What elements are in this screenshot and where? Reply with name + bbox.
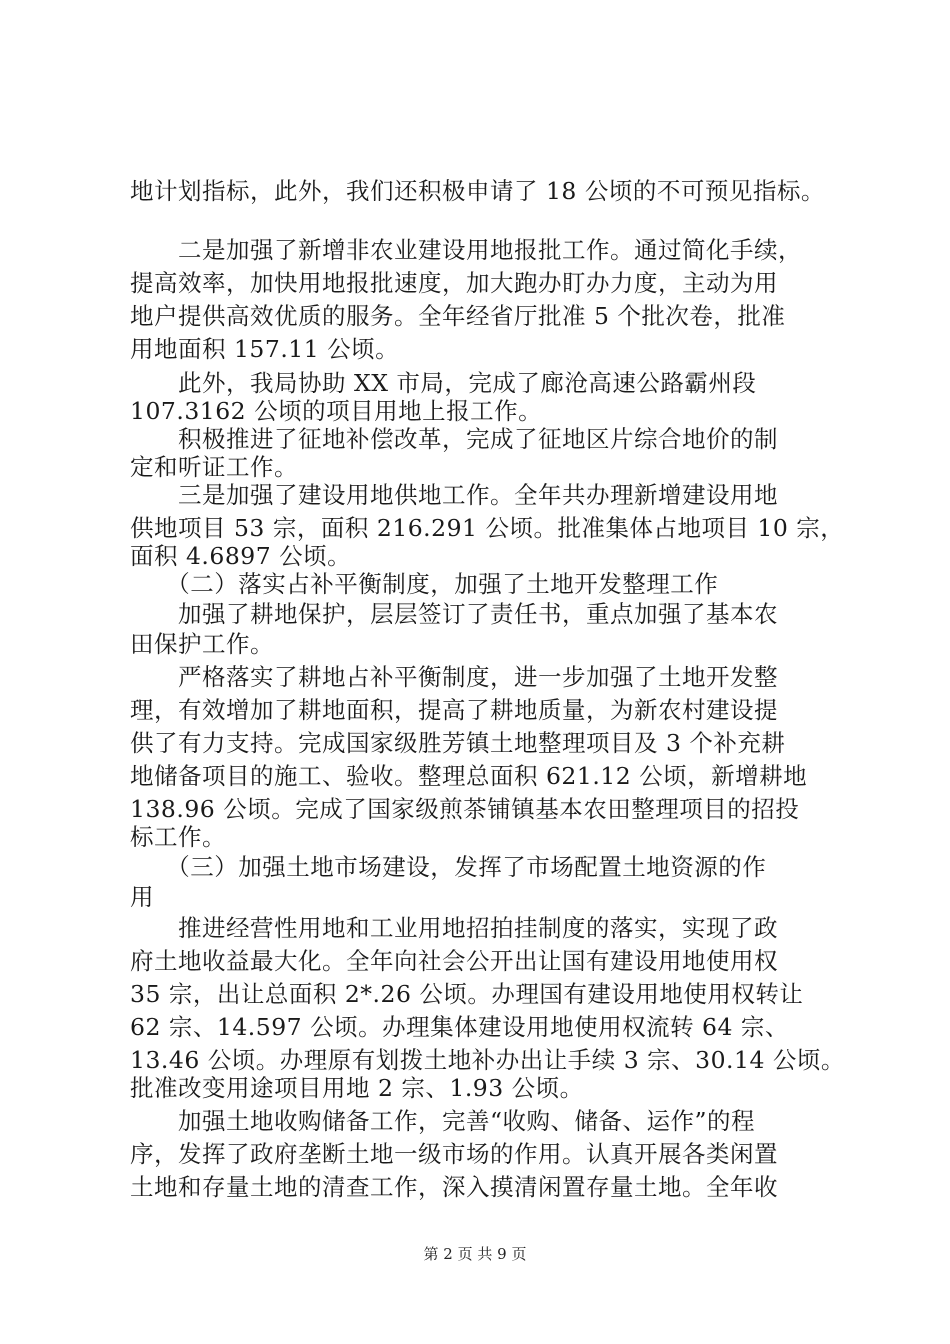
body-text-line: 田保护工作。	[130, 630, 274, 658]
body-text-line: 面积 4.6897 公顷。	[130, 542, 352, 570]
body-text-line: 理，有效增加了耕地面积，提高了耕地质量，为新农村建设提	[130, 696, 778, 724]
body-text-line: 积极推进了征地补偿改革，完成了征地区片综合地价的制	[130, 425, 778, 453]
section-heading: 用	[130, 883, 154, 911]
body-text-line: 供了有力支持。完成国家级胜芳镇土地整理项目及 3 个补充耕	[130, 729, 786, 757]
body-text-line: 推进经营性用地和工业用地招拍挂制度的落实，实现了政	[130, 914, 778, 942]
body-text-line: 13.46 公顷。办理原有划拨土地补办出让手续 3 宗、30.14 公顷。	[130, 1046, 845, 1074]
body-text-line: 批准改变用途项目用地 2 宗、1.93 公顷。	[130, 1074, 584, 1102]
page-number-footer: 第 2 页 共 9 页	[423, 1245, 527, 1263]
section-heading: （三）加强土地市场建设，发挥了市场配置土地资源的作	[130, 853, 767, 881]
section-heading: （二）落实占补平衡制度，加强了土地开发整理工作	[130, 570, 719, 598]
body-text-line: 加强土地收购储备工作，完善“收购、储备、运作”的程	[130, 1107, 756, 1135]
body-text-line: 二是加强了新增非农业建设用地报批工作。通过简化手续，	[130, 236, 802, 264]
body-text-line: 供地项目 53 宗，面积 216.291 公顷。批准集体占地项目 10 宗，	[130, 514, 845, 542]
body-text-line: 严格落实了耕地占补平衡制度，进一步加强了土地开发整	[130, 663, 778, 691]
body-text-line: 三是加强了建设用地供地工作。全年共办理新增建设用地	[130, 481, 778, 509]
body-text-line: 35 宗，出让总面积 2*.26 公顷。办理国有建设用地使用权转让	[130, 980, 804, 1008]
body-text-line: 107.3162 公顷的项目用地上报工作。	[130, 397, 543, 425]
body-text-line: 标工作。	[130, 823, 226, 851]
body-text-line: 土地和存量土地的清查工作，深入摸清闲置存量土地。全年收	[130, 1173, 778, 1201]
body-text-line: 府土地收益最大化。全年向社会公开出让国有建设用地使用权	[130, 947, 778, 975]
body-text-line: 提高效率，加快用地报批速度，加大跑办盯办力度，主动为用	[130, 269, 778, 297]
body-text-line: 地计划指标，此外，我们还积极申请了 18 公顷的不可预见指标。	[130, 177, 825, 205]
body-text-line: 加强了耕地保护，层层签订了责任书，重点加强了基本农	[130, 600, 778, 628]
body-text-line: 地户提供高效优质的服务。全年经省厅批准 5 个批次卷，批准	[130, 302, 786, 330]
body-text-line: 定和听证工作。	[130, 453, 298, 481]
body-text-line: 用地面积 157.11 公顷。	[130, 335, 400, 363]
body-text-line: 138.96 公顷。完成了国家级煎茶铺镇基本农田整理项目的招投	[130, 795, 800, 823]
body-text-line: 序，发挥了政府垄断土地一级市场的作用。认真开展各类闲置	[130, 1140, 778, 1168]
body-text-line: 地储备项目的施工、验收。整理总面积 621.12 公顷，新增耕地	[130, 762, 808, 790]
body-text-line: 此外，我局协助 XX 市局，完成了廊沧高速公路霸州段	[130, 369, 757, 397]
body-text-line: 62 宗、14.597 公顷。办理集体建设用地使用权流转 64 宗、	[130, 1013, 789, 1041]
